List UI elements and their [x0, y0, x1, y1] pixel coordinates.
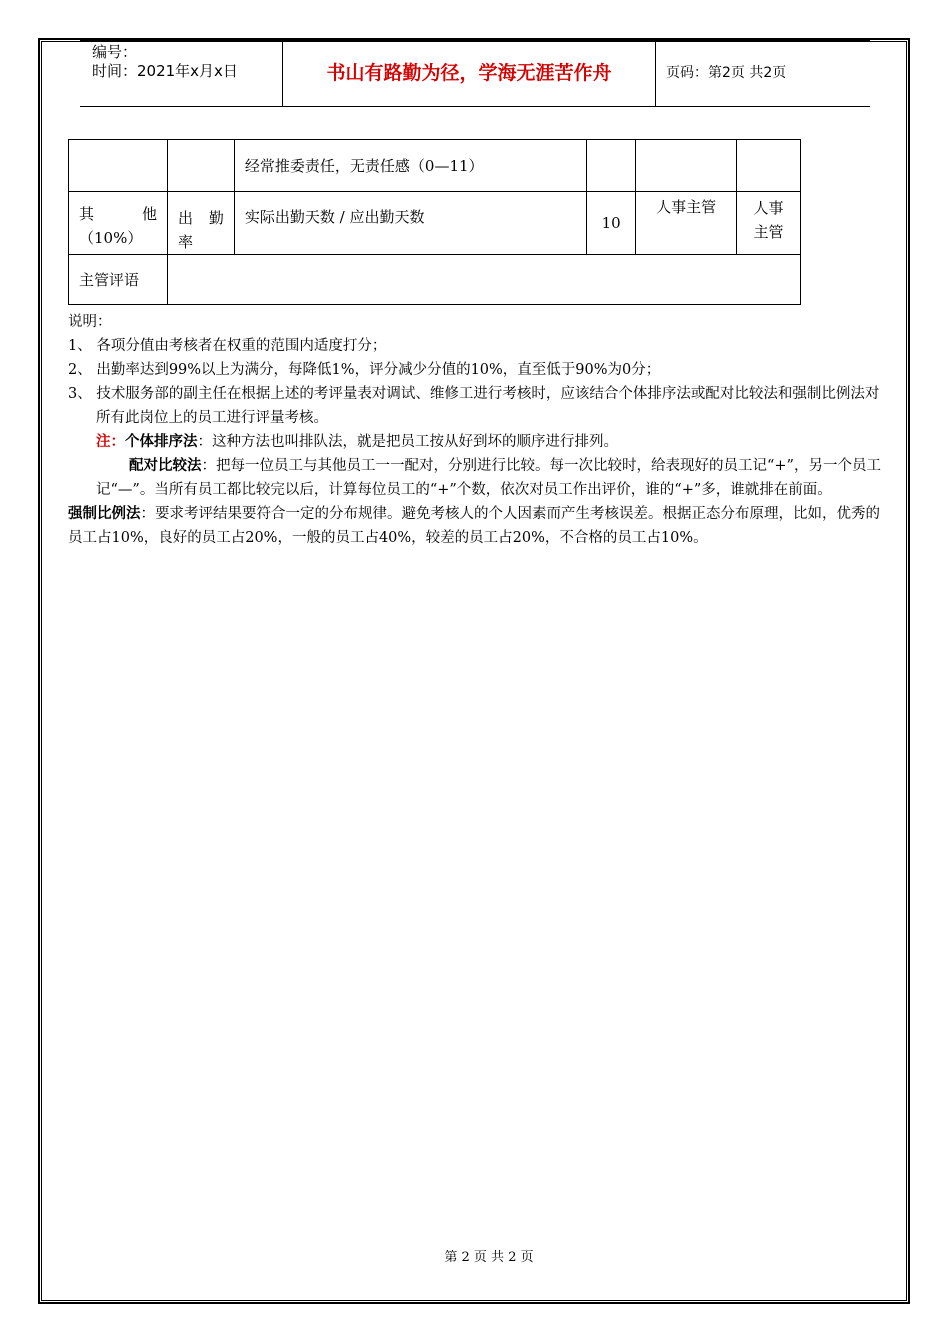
forced-method-label: 强制比例法 [68, 506, 141, 522]
table-row [69, 255, 801, 305]
category-cell [69, 140, 168, 192]
evaluator-cell [636, 140, 737, 192]
item-cell [167, 140, 234, 192]
score-cell: 10 [587, 192, 636, 255]
note-item-3: 3、 技术服务部的副主任在根据上述的考评量表对调试、维修工进行考核时，应该结合个体排序法或配对比较法和强制比例法对所有此岗位上的员工进行评量考核。 [68, 386, 880, 426]
pair-method-label: 配对比较法 [129, 458, 202, 474]
header-motto: 书山有路勤为径，学海无涯苦作舟 [282, 41, 656, 106]
supervisor-comment-content [167, 255, 800, 305]
notes-title: 说明： [68, 314, 112, 330]
approver-cell [737, 140, 801, 192]
table-row [69, 140, 801, 192]
supervisor-comment-label: 主管评语 [69, 255, 168, 305]
note-label: 注： [96, 434, 125, 450]
category-cell: 其 他 （10%） [69, 192, 168, 255]
approver-cell: 人事 主管 [737, 192, 801, 255]
notes-section [68, 310, 886, 550]
criterion-cell: 实际出勤天数 / 应出勤天数 [234, 192, 586, 255]
forced-method-text: ：要求考评结果要符合一定的分布规律。避免考核人的个人因素而产生考核误差。根据正态分布原理，比如，优秀的员工占10%，良好的员工占20%，一般的员工占40%，较差的员工占20%，不合格的员工占10%。 [68, 506, 880, 546]
document-date: 时间：2021年x月x日 [92, 62, 238, 80]
table-row [69, 192, 801, 255]
note-item-2: 2、 出勤率达到99%以上为满分，每降低1%，评分减少分值的10%，直至低于90%为0分； [68, 362, 661, 378]
pair-method-text: ：把每一位员工与其他员工一一配对，分别进行比较。每一次比较时，给表现好的员工记“+”，另一个员工记“—”。当所有员工都比较完以后，计算每位员工的“+”个数，依次对员工作出评价，谁的“+”多，谁就排在前面。 [96, 458, 881, 498]
item-cell: 出 勤 率 [167, 192, 234, 255]
note-item-1: 1、 各项分值由考核者在权重的范围内适度打分； [68, 338, 387, 354]
score-cell [587, 140, 636, 192]
document-number: 编号： [92, 43, 138, 61]
ranking-method-label: 个体排序法 [125, 434, 198, 450]
forced-method-note [68, 502, 886, 550]
evaluator-cell: 人事主管 [636, 192, 737, 255]
pair-method-note [68, 454, 886, 502]
ranking-method-text: ：这种方法也叫排队法，就是把员工按从好到坏的顺序进行排列。 [197, 434, 618, 450]
page-footer: 第 2 页 共 2 页 [444, 1250, 534, 1265]
ranking-method-note [68, 430, 886, 454]
evaluation-table [68, 139, 801, 305]
header-page-number: 页码：第2页 共2页 [666, 65, 787, 81]
criterion-cell: 经常推委责任，无责任感（0—11） [234, 140, 586, 192]
header-info [80, 41, 282, 106]
page-header [80, 40, 870, 107]
